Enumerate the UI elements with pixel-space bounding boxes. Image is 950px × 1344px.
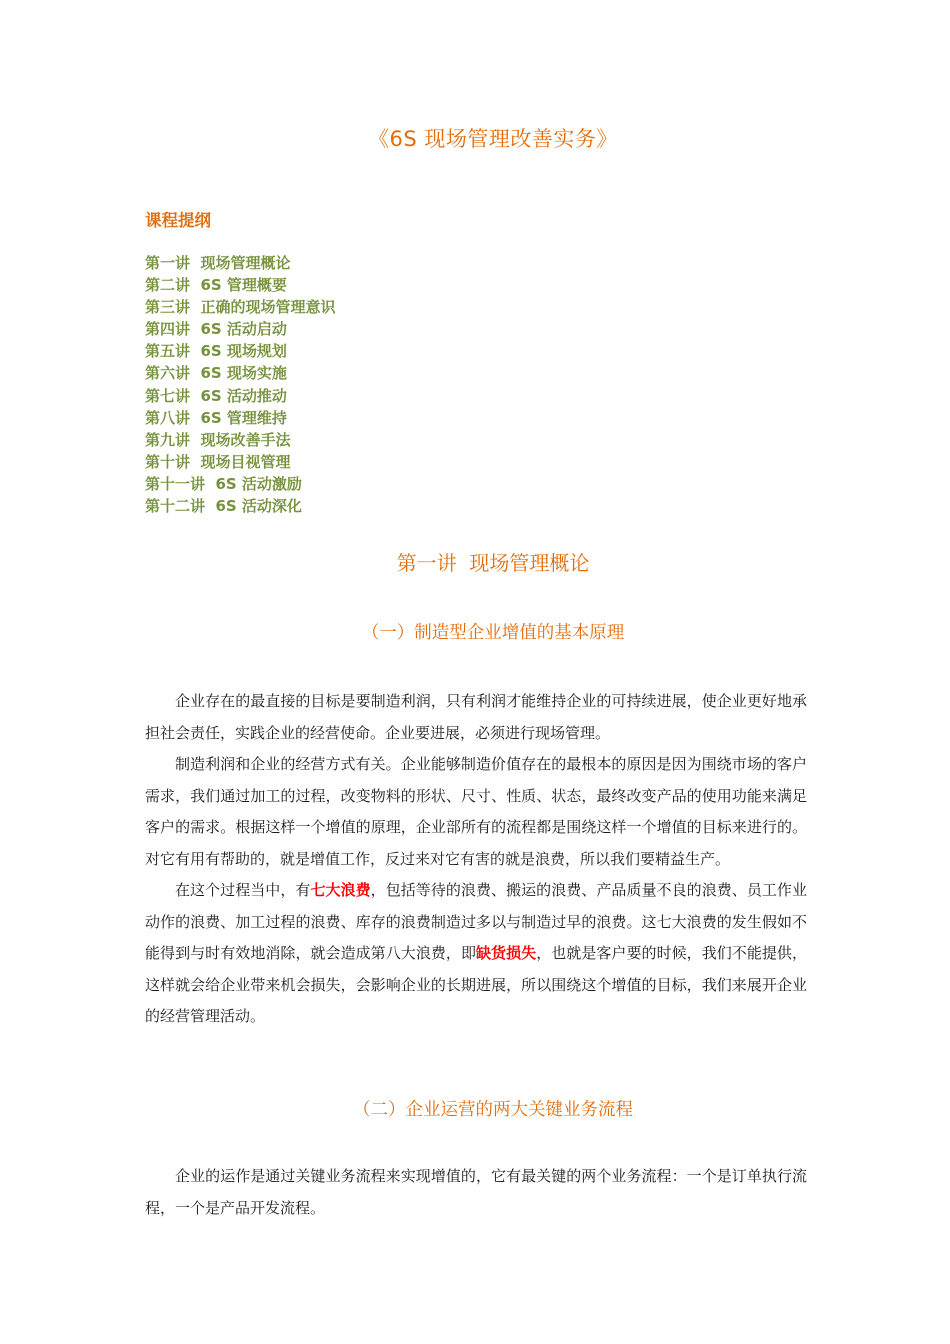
toc-item: 第九讲 现场改善手法 (145, 430, 291, 449)
section-heading: （一）制造型企业增值的基本原理 (361, 623, 625, 643)
section-body (145, 686, 807, 1033)
outline-heading: 课程提纲 (145, 211, 211, 230)
paragraph (145, 875, 807, 1033)
section-body (145, 1161, 807, 1224)
lecture-heading: 第一讲 现场管理概论 (396, 551, 590, 575)
paragraph-text: ，包括等待的浪费、搬运的浪费、产品质量不良的浪费、员工作业动作的浪费、加工过程的浪费、库存的浪费制造过多以与制造过早的浪费。这七大浪费的发生假如不能得到与时有效地消除，就会造成第八大浪费，即 (145, 881, 807, 962)
document-title: 《6S 现场管理改善实务》 (368, 127, 618, 151)
toc-item: 第十讲 现场目视管理 (145, 452, 291, 471)
highlight-term: 七大浪费 (310, 881, 371, 899)
toc-item: 第十一讲 6S 活动激励 (145, 474, 302, 493)
toc-item: 第八讲 6S 管理维持 (145, 408, 287, 427)
toc-item: 第一讲 现场管理概论 (145, 254, 291, 272)
paragraph: 企业存在的最直接的目标是要制造利润，只有利润才能维持企业的可持续进展，使企业更好地承担社会责任，实践企业的经营使命。企业要进展，必须进行现场管理。 (145, 692, 807, 742)
paragraph: 制造利润和企业的经营方式有关。企业能够制造价值存在的最根本的原因是因为围绕市场的客户需求，我们通过加工的过程，改变物料的形状、尺寸、性质、状态，最终改变产品的使用功能来满足客户的需求。根据这样一个增值的原理，企业部所有的流程都是围绕这样一个增值的目标来进行的。对它有用有帮助的，就是增值工作，反过来对它有害的就是浪费，所以我们要精益生产。 (145, 755, 807, 868)
toc-item: 第七讲 6S 活动推动 (145, 386, 287, 405)
toc-item: 第五讲 6S 现场规划 (145, 342, 287, 361)
paragraph-text: 在这个过程当中，有 (175, 881, 311, 899)
toc-item: 第六讲 6S 现场实施 (145, 364, 287, 383)
table-of-contents (145, 252, 335, 517)
section-heading: （二）企业运营的两大关键业务流程 (353, 1100, 633, 1120)
paragraph-text: ，也就是客户要的时候，我们不能提供，这样就会给企业带来机会损失，会影响企业的长期进展，所以围绕这个增值的目标，我们来展开企业的经营管理活动。 (145, 944, 807, 1025)
toc-item: 第十二讲 6S 活动深化 (145, 497, 302, 516)
paragraph: 企业的运作是通过关键业务流程来实现增值的，它有最关键的两个业务流程：一个是订单执行流程，一个是产品开发流程。 (145, 1167, 807, 1217)
toc-item: 第四讲 6S 活动启动 (145, 320, 287, 339)
toc-item: 第二讲 6S 管理概要 (145, 276, 287, 295)
toc-item: 第三讲 正确的现场管理意识 (145, 298, 336, 317)
highlight-term: 缺货损失 (476, 944, 537, 962)
